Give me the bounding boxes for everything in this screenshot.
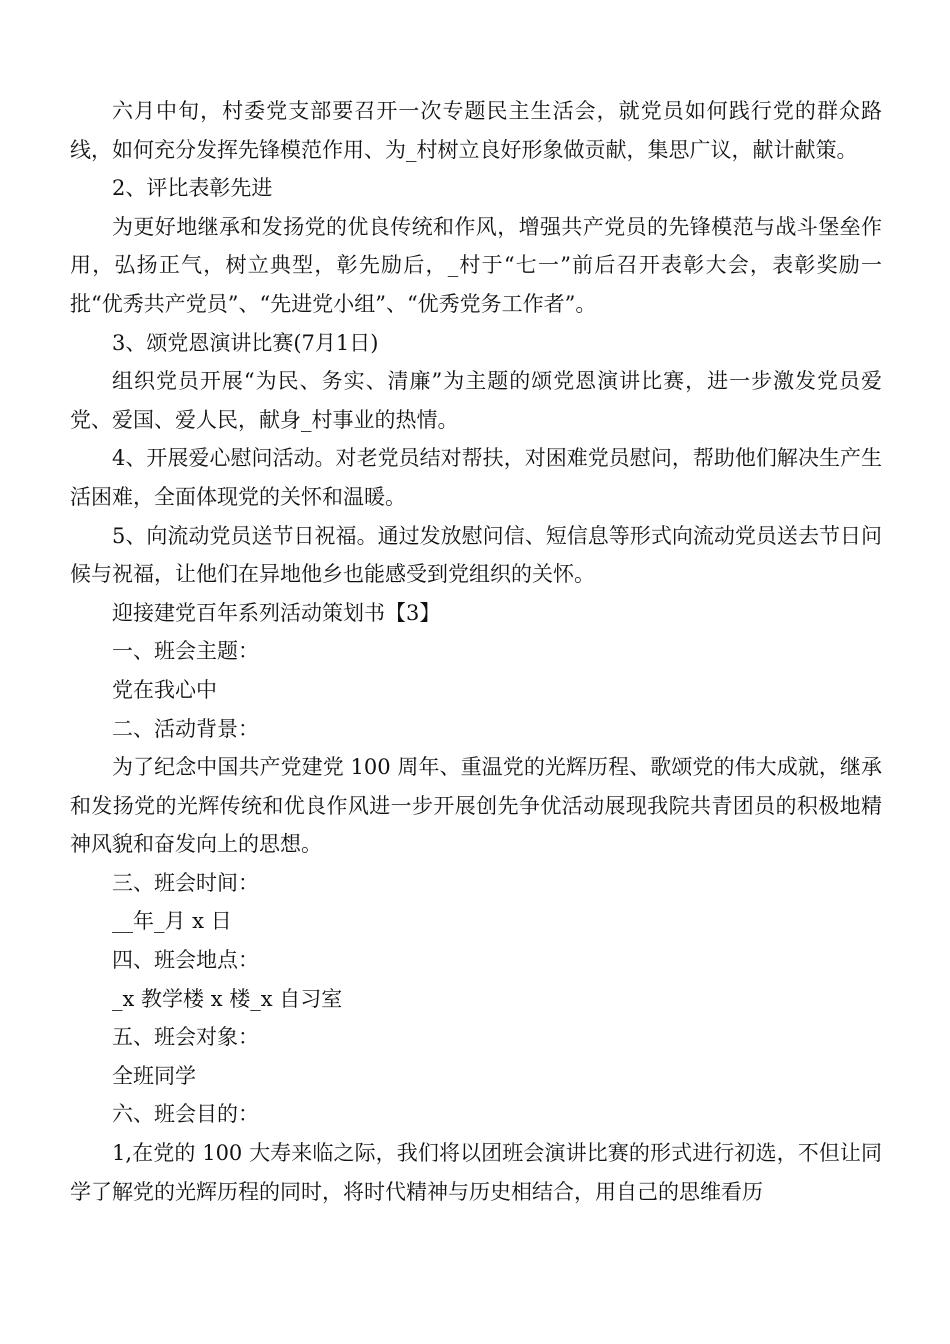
heading-commend-advanced: 2、评比表彰先进 xyxy=(112,176,273,201)
heading-meeting-purpose: 六、班会目的： xyxy=(112,1102,259,1127)
paragraph-democratic-life-meeting: 六月中旬，村委党支部要召开一次专题民主生活会，就党员如何践行党的群众路线，如何充分发挥先锋模范作用、为_村树立良好形象做贡献，集思广议，献计献策。 xyxy=(70,99,882,162)
paragraph-meeting-purpose: 1,在党的 100 大寿来临之际，我们将以团班会演讲比赛的形式进行初选，不但让同学了解党的光辉历程的同时，将时代精神与历史相结合，用自己的思维看历 xyxy=(70,1141,882,1204)
meeting-audience-value: 全班同学 xyxy=(112,1063,196,1088)
heading-meeting-location: 四、班会地点： xyxy=(112,948,259,973)
paragraph-speech-contest: 组织党员开展“为民、务实、清廉”为主题的颂党恩演讲比赛，进一步激发党员爱党、爱国、爱人民，献身_村事业的热情。 xyxy=(70,369,882,432)
meeting-location-value: _x 教学楼 x 楼_x 自习室 xyxy=(112,986,343,1011)
paragraph-caring-visits: 4、开展爱心慰问活动。对老党员结对帮扶，对困难党员慰问，帮助他们解决生产生活困难，全面体现党的关怀和温暖。 xyxy=(70,446,882,509)
heading-activity-background: 二、活动背景： xyxy=(112,716,259,741)
meeting-time-value: __年_月 x 日 xyxy=(112,909,232,934)
section-title-plan-3: 迎接建党百年系列活动策划书【3】 xyxy=(112,600,441,625)
heading-meeting-theme: 一、班会主题： xyxy=(112,639,259,664)
paragraph-floating-members: 5、向流动党员送节日祝福。通过发放慰问信、短信息等形式向流动党员送去节日问候与祝福，让他们在异地他乡也能感受到党组织的关怀。 xyxy=(70,523,882,587)
document-body xyxy=(70,92,882,1211)
heading-meeting-time: 三、班会时间： xyxy=(112,870,259,895)
paragraph-activity-background: 为了纪念中国共产党建党 100 周年、重温党的光辉历程、歌颂党的伟大成就，继承和发扬党的光辉传统和优良作风进一步开展创先争优活动展现我院共青团员的积极地精神风貌和奋发向上的思想。 xyxy=(70,755,882,857)
meeting-theme-value: 党在我心中 xyxy=(112,677,217,702)
paragraph-commendation-meeting: 为更好地继承和发扬党的优良传统和作风，增强共产党员的先锋模范与战斗堡垒作用，弘扬正气，树立典型，彰先励后，_村于“七一”前后召开表彰大会，表彰奖励一批“优秀共产党员”、“先进党小组”、“优秀党务工作者”。 xyxy=(70,214,882,316)
heading-meeting-audience: 五、班会对象： xyxy=(112,1025,259,1050)
heading-speech-contest: 3、颂党恩演讲比赛(7月1日) xyxy=(112,330,379,355)
